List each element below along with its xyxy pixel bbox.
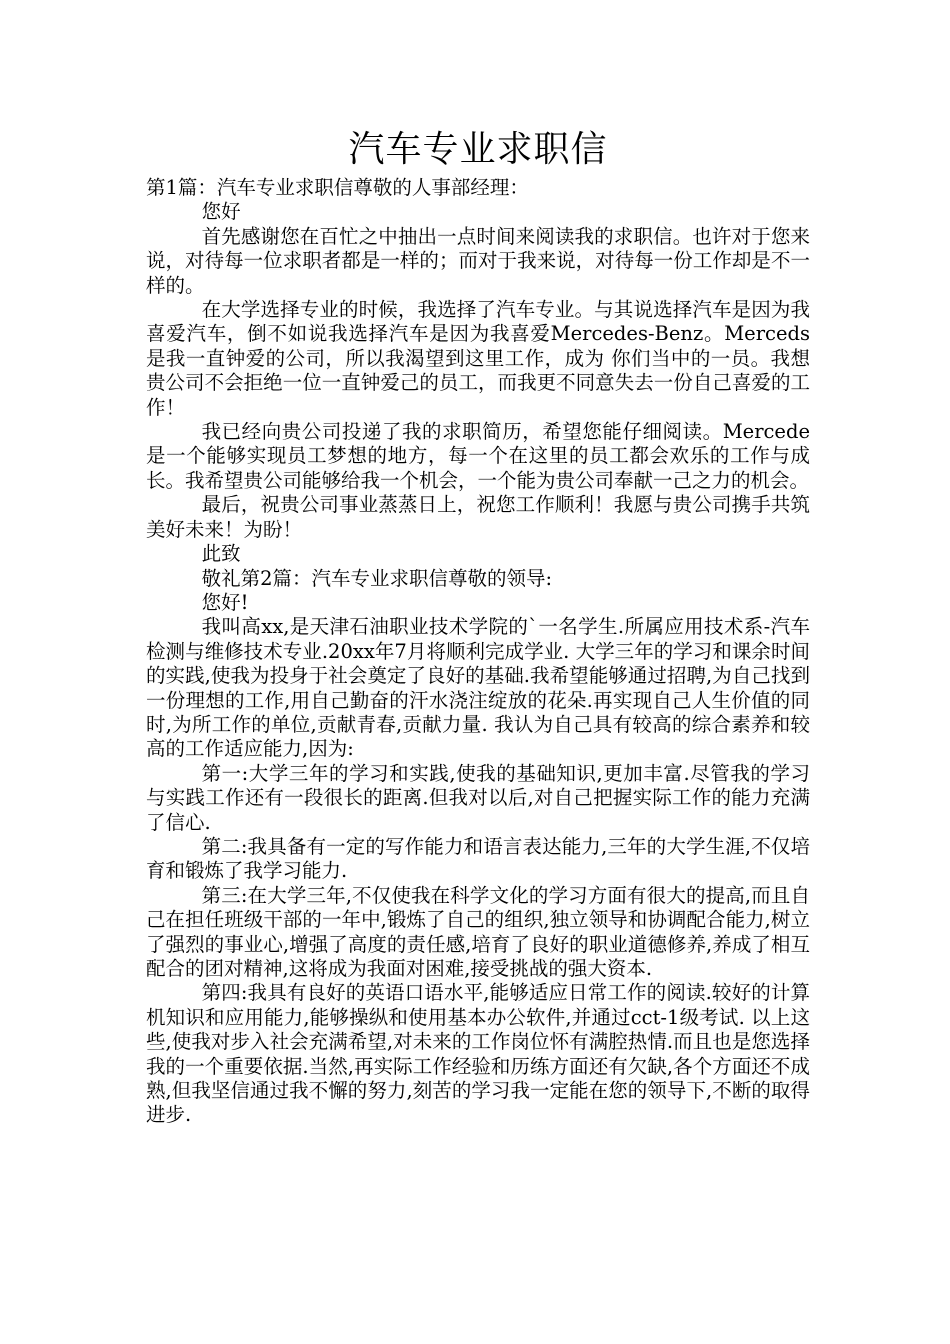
body-paragraph: 第四:我具有良好的英语口语水平,能够适应日常工作的阅读.较好的计算机知识和应用能力,能够操纵和使用基本办公软件,并通过cct-1级考试. 以上这些,使我对步入社会充满希望,对未来的工作岗位怀有满腔热情.而且也是您选择我的一个重要依据.当然,再实际工作经验和历练方面还有欠缺,各个方面还不成熟,但我坚信通过我不懈的努力,刻苦的学习我一定能在您的领导下,不断的取得进步. xyxy=(146,981,810,1127)
document-page xyxy=(146,128,810,1128)
body-paragraph: 首先感谢您在百忙之中抽出一点时间来阅读我的求职信。也许对于您来说，对待每一位求职者都是一样的；而对于我来说，对待每一份工作却是不一样的。 xyxy=(146,224,810,297)
body-paragraph: 第一:大学三年的学习和实践,使我的基础知识,更加丰富.尽管我的学习与实践工作还有一段很长的距离.但我对以后,对自己把握实际工作的能力充满了信心. xyxy=(146,761,810,834)
greeting-2: 您好! xyxy=(201,590,249,614)
body-paragraph: 第三:在大学三年,不仅使我在科学文化的学习方面有很大的提高,而且自己在担任班级干部的一年中,锻炼了自己的组织,独立领导和协调配合能力,树立了强烈的事业心,增强了高度的责任感,培育了良好的职业道德修养,养成了相互配合的团对精神,这将成为我面对困难,接受挑战的强大资本. xyxy=(146,883,810,980)
body-paragraph: 我叫高xx,是天津石油职业技术学院的`一名学生.所属应用技术系-汽车检测与维修技术专业.20xx年7月将顺利完成学业. 大学三年的学习和课余时间的实践,使我为投身于社会奠定了良好的基础.我希望能够通过招聘,为自己找到一份理想的工作,用自己勤奋的汗水浇注绽放的花朵.再实现自己人生价值的同时,为所工作的单位,贡献青春,贡献力量. 我认为自己具有较高的综合素养和较高的工作适应能力,因为: xyxy=(146,615,810,761)
closing-line: 此致 xyxy=(201,542,241,566)
body-paragraph: 我已经向贵公司投递了我的求职简历，希望您能仔细阅读。Mercede是一个能够实现员工梦想的地方，每一个在这里的员工都会欢乐的工作与成长。我希望贵公司能够给我一个机会，一个能为贵公司奉献一己之力的机会。 xyxy=(146,420,810,492)
document-title: 汽车专业求职信 xyxy=(348,129,608,170)
body-paragraph: 最后，祝贵公司事业蒸蒸日上，祝您工作顺利！我愿与贵公司携手共筑美好未来！为盼！ xyxy=(146,493,810,541)
greeting-1: 您好 xyxy=(201,200,241,224)
body-paragraph: 在大学选择专业的时候，我选择了汽车专业。与其说选择汽车是因为我喜爱汽车，倒不如说我选择汽车是因为我喜爱Mercedes-Benz。Merceds是我一直钟爱的公司，所以我渴望到这里工作，成为 你们当中的一员。我想贵公司不会拒绝一位一直钟爱己的员工，而我更不同意失去一份自己喜爱的工作！ xyxy=(146,298,810,419)
section-heading-2: 敬礼第2篇：汽车专业求职信尊敬的领导: xyxy=(201,566,553,590)
section-heading-1: 第1篇：汽车专业求职信尊敬的人事部经理： xyxy=(146,176,529,199)
body-paragraph: 第二:我具备有一定的写作能力和语言表达能力,三年的大学生涯,不仅培育和锻炼了我学习能力. xyxy=(146,834,810,883)
